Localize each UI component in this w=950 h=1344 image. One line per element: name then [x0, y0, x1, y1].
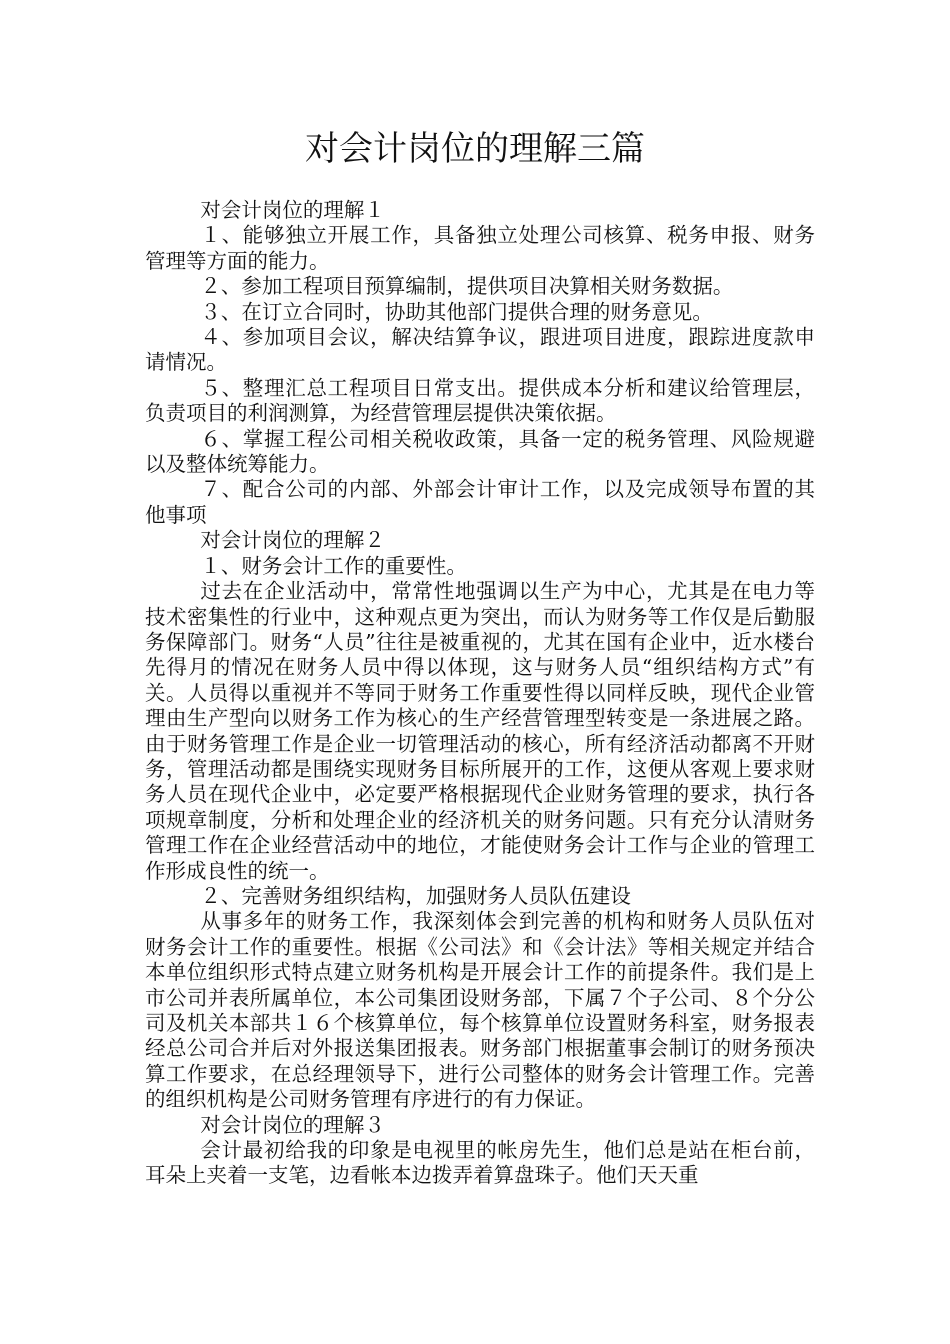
section-heading: 对会计岗位的理解２ [200, 528, 385, 553]
paragraph: ２、参加工程项目预算编制，提供项目决算相关财务数据。 [200, 274, 734, 299]
paragraph: ４、参加项目会议，解决结算争议，跟进项目进度，跟踪进度款申请情况。 [145, 325, 815, 375]
paragraph: １、财务会计工作的重要性。 [200, 553, 467, 578]
section-heading: 对会计岗位的理解３ [200, 1112, 385, 1137]
paragraph: ５、整理汇总工程项目日常支出。提供成本分析和建议给管理层，负责项目的利润测算，为经营管理层提供决策依据。 [145, 375, 815, 426]
paragraph: ６、掌握工程公司相关税收政策，具备一定的税务管理、风险规避以及整体统筹能力。 [145, 426, 815, 477]
paragraph: 从事多年的财务工作，我深刻体会到完善的机构和财务人员队伍对财务会计工作的重要性。根据《公司法》和《会计法》等相关规定并结合本单位组织形式特点建立财务机构是开展会计工作的前提条件。我们是上市公司并表所属单位，本公司集团设财务部，下属７个子公司、８个分公司及机关本部共１６个核算单位，每个核算单位设置财务科室，财务报表经总公司合并后对外报送集团报表。财务部门根据董事会制订的财务预决算工作要求，在总经理领导下，进行公司整体的财务会计管理工作。完善的组织机构是公司财务管理有序进行的有力保证。 [145, 909, 815, 1112]
paragraph: ７、配合公司的内部、外部会计审计工作，以及完成领导布置的其他事项 [145, 477, 815, 527]
paragraph: 过去在企业活动中，常常性地强调以生产为中心，尤其是在电力等技术密集性的行业中，这种观点更为突出，而认为财务等工作仅是后勤服务保障部门。财务“人员”往往是被重视的，尤其在国有企业中，近水楼台先得月的情况在财务人员中得以体现，这与财务人员“组织结构方式”有关。人员得以重视并不等同于财务工作重要性得以同样反映，现代企业管理由生产型向以财务工作为核心的生产经营管理型转变是一条进展之路。由于财务管理工作是企业一切管理活动的核心，所有经济活动都离不开财务，管理活动都是围绕实现财务目标所展开的工作，这便从客观上要求财务人员在现代企业中，必定要严格根据现代企业财务管理的要求，执行各项规章制度，分析和处理企业的经济机关的财务问题。只有充分认清财务管理工作在企业经营活动中的地位，才能使财务会计工作与企业的管理工作形成良性的统一。 [145, 579, 815, 883]
paragraph: 会计最初给我的印象是电视里的帐房先生，他们总是站在柜台前，耳朵上夹着一支笔，边看帐本边拨弄着算盘珠子。他们天天重 [145, 1138, 815, 1188]
paragraph: １、能够独立开展工作，具备独立处理公司核算、税务申报、财务管理等方面的能力。 [145, 223, 815, 273]
paragraph: ３、在订立合同时，协助其他部门提供合理的财务意见。 [200, 299, 713, 324]
paragraph: ２、完善财务组织结构，加强财务人员队伍建设 [200, 883, 631, 908]
section-heading: 对会计岗位的理解１ [200, 198, 385, 222]
document-title: 对会计岗位的理解三篇 [305, 129, 645, 169]
document-body [145, 198, 815, 1189]
